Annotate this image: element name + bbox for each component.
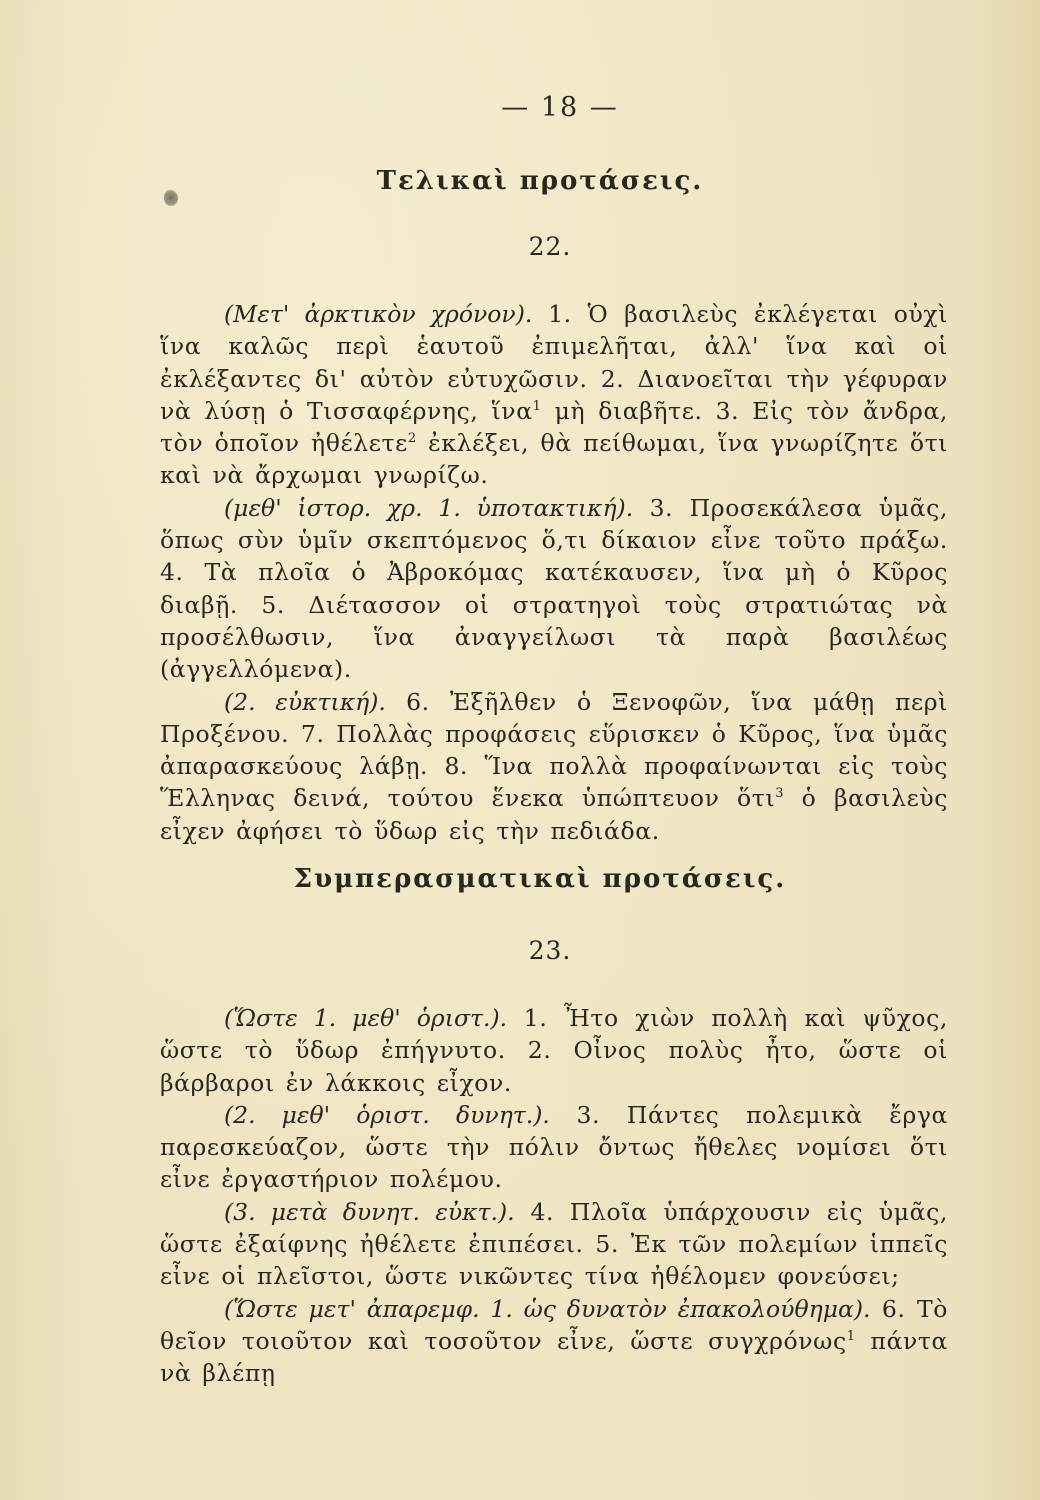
section-number-23: 23. <box>528 936 572 965</box>
section-23-body <box>160 1002 948 1390</box>
paragraph-label: (Ὥστε μετ' ἀπαρεμφ. 1. ὡς δυνατὸν ἐπακολούθημα). <box>224 1294 871 1323</box>
paragraph-label: (μεθ' ἱστορ. χρ. 1. ὑποτακτική). <box>224 493 634 522</box>
footnote-marker: 3 <box>775 786 785 802</box>
paragraph-label: (3. μετὰ δυνητ. εὐκτ.). <box>224 1197 515 1226</box>
paragraph-label: (2. εὐκτική). <box>224 687 386 716</box>
section-number-22: 22. <box>528 232 572 261</box>
paragraph <box>160 686 948 847</box>
paragraph-label: (Μετ' ἀρκτικὸν χρόνον). <box>224 300 533 328</box>
page-number: — 18 — <box>501 92 619 123</box>
paragraph-text: 6. Ἐξῆλθεν ὁ Ξενοφῶν, ἵνα μάθῃ περὶ Προξένου. 7. Πολλὰς προφάσεις εὕρισκεν ὁ Κῦρος, ἵνα ὑμᾶς ἀπαρασκεύους λάβῃ. 8. Ἵνα πολλὰ προφαίνωνται εἰς τοὺς Ἕλληνας δεινά, τούτου ἕνεκα ὑπώπτευον ὅτι <box>160 687 949 813</box>
paragraph-label: (2. μεθ' ὁριστ. δυνητ.). <box>224 1100 550 1129</box>
paragraph-text: πάντα νὰ βλέπῃ <box>160 1326 948 1388</box>
paragraph <box>160 1002 948 1099</box>
heading-final-clauses: Τελικαὶ προτάσεις. <box>376 166 704 196</box>
paragraph-text: μὴ διαβῆτε. 3. Εἰς τὸν ἄνδρα, τὸν ὁποῖον ἠθέλετε <box>160 396 948 458</box>
paragraph-label: (Ὥστε 1. μεθ' ὁριστ.). <box>224 1004 508 1032</box>
paragraph-text: 4. Πλοῖα ὑπάρχουσιν εἰς ὑμᾶς, ὥστε ἐξαίφνης ἠθέλετε ἐπιπέσει. 5. Ἐκ τῶν πολεμίων ἱππεῖς εἶνε οἱ πλεῖστοι, ὥστε νικῶντες τίνα ἠθέλομεν φονεύσει; <box>160 1197 948 1291</box>
paragraph-text: ἐκλέξει, θὰ πείθωμαι, ἵνα γνωρίζητε ὅτι καὶ νὰ ἄρχωμαι γνωρίζω. <box>160 429 948 490</box>
paragraph-text: ὁ βασιλεὺς εἶχεν ἀφήσει τὸ ὕδωρ εἰς τὴν πεδιάδα. <box>160 784 948 845</box>
footnote-marker: 2 <box>407 431 417 447</box>
heading-consecutive-clauses: Συμπερασματικαὶ προτάσεις. <box>293 864 787 894</box>
footnote-marker: 1 <box>846 1329 856 1345</box>
paragraph-text: 1. Ὁ βασιλεὺς ἐκλέγεται οὐχὶ ἵνα καλῶς περὶ ἑαυτοῦ ἐπιμελῆται, ἀλλ' ἵνα καὶ οἱ ἐκλέξαντες δι' αὐτὸν εὐτυχῶσιν. 2. Διανοεῖται τὴν γέφυραν νὰ λύσῃ ὁ Τισσαφέρνης, ἵνα <box>160 300 948 425</box>
paragraph <box>160 298 948 492</box>
paragraph <box>160 1099 948 1196</box>
paragraph <box>160 1196 948 1293</box>
paragraph <box>160 1293 948 1390</box>
section-22-body <box>160 298 948 847</box>
paragraph-text: 3. Πάντες πολεμικὰ ἔργα παρεσκεύαζον, ὥστε τὴν πόλιν ὄντως ἤθελες νομίσει ὅτι εἶνε ἐργαστήριον πολέμου. <box>160 1100 949 1194</box>
paragraph-text: 1. Ἦτο χιὼν πολλὴ καὶ ψῦχος, ὥστε τὸ ὕδωρ ἐπήγνυτο. 2. Οἶνος πολὺς ἦτο, ὥστε οἱ βάρβαροι ἐν λάκκοις εἶχον. <box>160 1004 949 1097</box>
paragraph-text: 6. Τὸ θεῖον τοιοῦτον καὶ τοσοῦτον εἶνε, ὥστε συγχρόνως <box>160 1294 948 1355</box>
paragraph-text: 3. Προσεκάλεσα ὑμᾶς, ὅπως σὺν ὑμῖν σκεπτόμενος ὅ,τι δίκαιον εἶνε τοῦτο πράξω. 4. Τὰ πλοῖα ὁ Ἀβροκόμας κατέκαυσεν, ἵνα μὴ ὁ Κῦρος διαβῇ. 5. Διέτασσον οἱ στρατηγοὶ τοὺς στρατιώτας νὰ προσέλθωσιν, ἵνα ἀναγγείλωσι τὰ παρὰ βασιλέως (ἀγγελλόμενα). <box>160 493 948 684</box>
paragraph <box>160 492 948 686</box>
footnote-marker: 1 <box>532 399 542 415</box>
